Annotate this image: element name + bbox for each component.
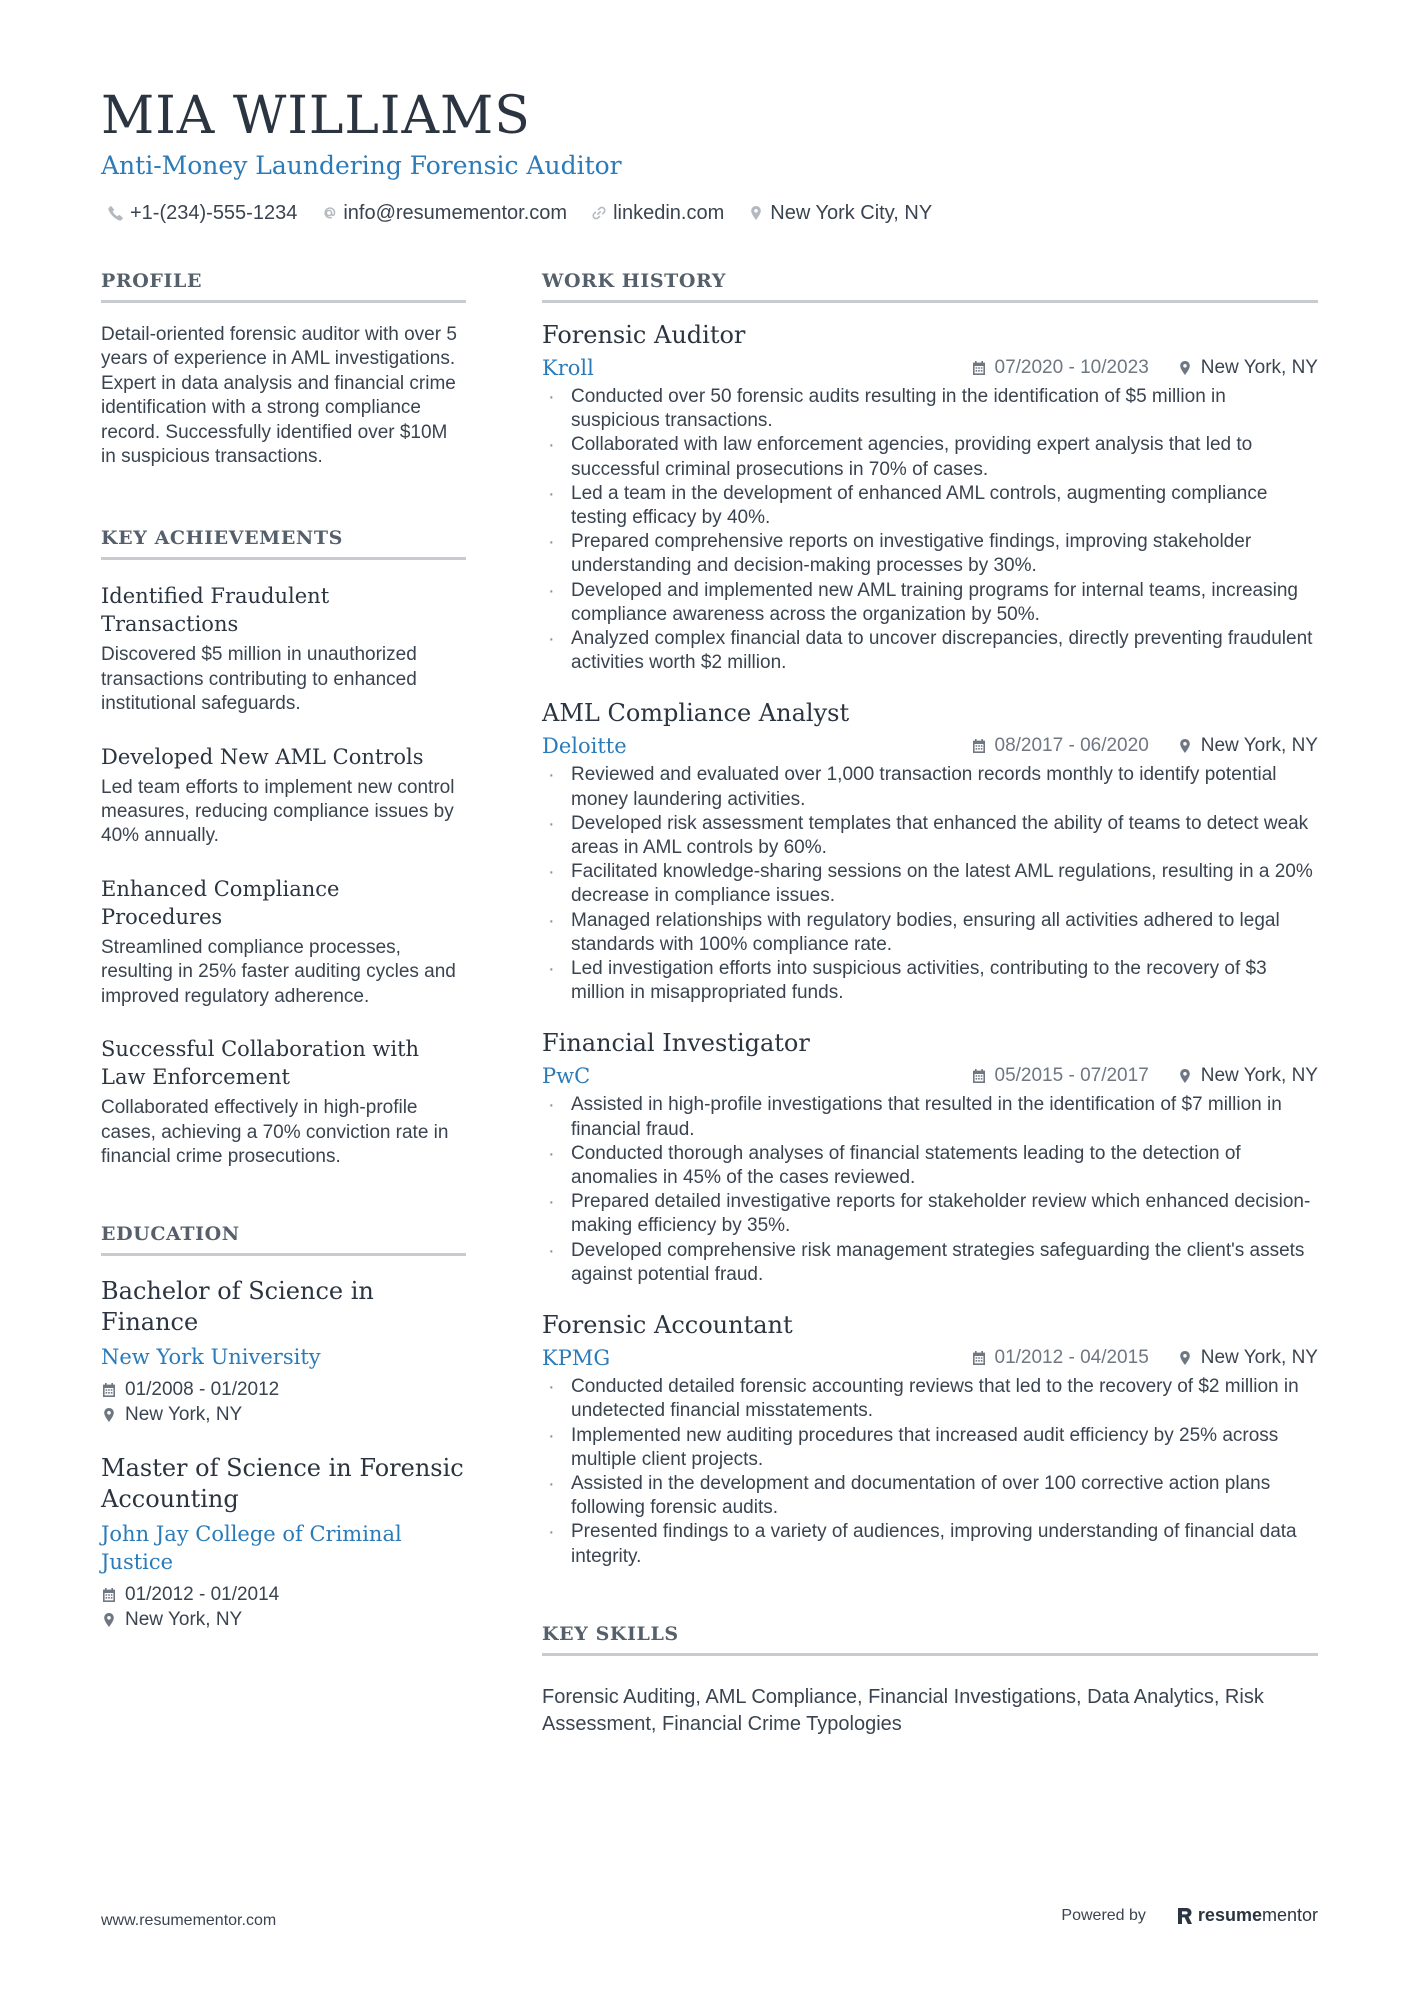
achievements-section bbox=[101, 525, 466, 1169]
job-bullet: · Managed relationships with regulatory bodies, ensuring all activities adhered to legal standards with 100% compliance rate. bbox=[542, 909, 1318, 957]
job-title-headline: Anti-Money Laundering Forensic Auditor bbox=[101, 151, 622, 180]
job-bullet: · Conducted over 50 forensic audits resulting in the identification of $5 million in suspicious transactions. bbox=[542, 385, 1318, 433]
achievement-item bbox=[101, 743, 466, 849]
job-location-text: New York, NY bbox=[1200, 735, 1318, 757]
job-title: Forensic Accountant bbox=[542, 1311, 793, 1340]
resumementor-logo[interactable] bbox=[1176, 1905, 1318, 1926]
location-pin-icon bbox=[101, 1612, 117, 1628]
job-bullets bbox=[542, 1093, 1318, 1287]
profile-text: Detail-oriented forensic auditor with over 5 years of experience in AML investigations. Expert in data analysis and financial crime identification with a strong compliance record. Successfully identified over $10M in suspicious transactions. bbox=[101, 324, 457, 468]
link-icon bbox=[591, 205, 607, 221]
job-meta-row bbox=[542, 732, 1318, 760]
job-meta bbox=[971, 355, 1318, 381]
education-school: New York University bbox=[101, 1345, 321, 1370]
education-item bbox=[101, 1276, 466, 1427]
footer-branding bbox=[1061, 1905, 1318, 1926]
job-location-text: New York, NY bbox=[1200, 1065, 1318, 1087]
job-bullet: · Led investigation efforts into suspicious activities, contributing to the recovery of $3 million in misappropriated funds. bbox=[542, 957, 1318, 1005]
job-bullet: · Collaborated with law enforcement agencies, providing expert analysis that led to successful criminal prosecutions in 70% of cases. bbox=[542, 433, 1318, 481]
job-bullet: · Reviewed and evaluated over 1,000 transaction records monthly to identify potential money laundering activities. bbox=[542, 763, 1318, 811]
education-section bbox=[101, 1221, 466, 1632]
job-bullet: · Implemented new auditing procedures that increased audit efficiency by 25% across multiple client projects. bbox=[542, 1424, 1318, 1472]
job-title: AML Compliance Analyst bbox=[542, 699, 850, 728]
job-meta-row bbox=[542, 1062, 1318, 1090]
education-location bbox=[101, 1402, 466, 1427]
profile-heading: PROFILE bbox=[101, 268, 466, 303]
candidate-name: MIA WILLIAMS bbox=[101, 86, 531, 146]
job-bullet: · Assisted in high-profile investigations that resulted in the identification of $7 million in financial fraud. bbox=[542, 1093, 1318, 1141]
job-title: Forensic Auditor bbox=[542, 321, 746, 349]
job-dates bbox=[971, 733, 1149, 759]
calendar-icon bbox=[101, 1382, 117, 1398]
footer-website-link[interactable]: www.resumementor.com bbox=[101, 1912, 277, 1929]
job-location bbox=[1177, 1063, 1318, 1089]
education-dates-text: 01/2012 - 01/2014 bbox=[125, 1584, 280, 1606]
work-history-heading: WORK HISTORY bbox=[542, 268, 1318, 303]
job-meta-row bbox=[542, 354, 1318, 382]
profile-section bbox=[101, 268, 466, 469]
brand-light: mentor bbox=[1261, 1905, 1318, 1925]
education-location bbox=[101, 1607, 466, 1632]
education-degree: Master of Science in Forensic Accounting bbox=[101, 1454, 464, 1514]
calendar-icon bbox=[971, 738, 987, 754]
job-location bbox=[1177, 733, 1318, 759]
calendar-icon bbox=[101, 1587, 117, 1603]
achievement-desc: Streamlined compliance processes, resulting in 25% faster auditing cycles and improved regulatory adherence. bbox=[101, 936, 456, 1007]
location-pin-icon bbox=[101, 1407, 117, 1423]
job-company: Deloitte bbox=[542, 734, 627, 759]
achievement-desc: Led team efforts to implement new control measures, reducing compliance issues by 40% annually. bbox=[101, 776, 455, 847]
job-bullets bbox=[542, 763, 1318, 1005]
education-dates bbox=[101, 1582, 466, 1607]
achievement-title: Developed New AML Controls bbox=[101, 744, 424, 769]
contact-bar bbox=[108, 199, 956, 227]
skills-text: Forensic Auditing, AML Compliance, Financial Investigations, Data Analytics, Risk Assessment, Financial Crime Typologies bbox=[542, 1685, 1264, 1735]
job-dates-text: 05/2015 - 07/2017 bbox=[994, 1065, 1149, 1087]
job-meta bbox=[971, 733, 1318, 759]
education-location-text: New York, NY bbox=[125, 1404, 243, 1426]
contact-location bbox=[748, 199, 932, 227]
job-location-text: New York, NY bbox=[1200, 357, 1318, 378]
job-location bbox=[1177, 355, 1318, 381]
contact-phone-text: +1-(234)-555-1234 bbox=[130, 202, 298, 224]
achievement-title: Enhanced Compliance Procedures bbox=[101, 876, 340, 929]
powered-by-text: Powered by bbox=[1061, 1906, 1146, 1924]
location-pin-icon bbox=[1177, 1068, 1193, 1084]
job-location-text: New York, NY bbox=[1200, 1347, 1318, 1369]
education-degree: Bachelor of Science in Finance bbox=[101, 1277, 374, 1337]
job-bullet: · Assisted in the development and documentation of over 100 corrective action plans following forensic audits. bbox=[542, 1472, 1318, 1520]
education-heading: EDUCATION bbox=[101, 1221, 466, 1256]
location-pin-icon bbox=[748, 205, 764, 221]
location-pin-icon bbox=[1177, 1350, 1193, 1366]
brand-bold: resume bbox=[1197, 1905, 1262, 1925]
achievement-item bbox=[101, 875, 466, 1009]
job-entry bbox=[542, 1309, 1318, 1569]
at-icon bbox=[321, 205, 337, 221]
job-bullets bbox=[542, 1375, 1318, 1569]
job-entry bbox=[542, 1027, 1318, 1287]
job-meta bbox=[971, 1345, 1318, 1371]
education-dates-text: 01/2008 - 01/2012 bbox=[125, 1379, 280, 1401]
job-bullet: · Developed comprehensive risk management strategies safeguarding the client's assets against potential fraud. bbox=[542, 1239, 1318, 1287]
job-dates bbox=[971, 1063, 1149, 1089]
contact-email[interactable] bbox=[321, 199, 567, 227]
contact-phone[interactable] bbox=[108, 199, 297, 227]
job-bullet: · Analyzed complex financial data to uncover discrepancies, directly preventing fraudulent activities worth $2 million. bbox=[542, 627, 1318, 675]
education-school: John Jay College of Criminal Justice bbox=[101, 1522, 402, 1575]
job-bullet: · Conducted thorough analyses of financial statements leading to the detection of anomalies in 45% of the cases reviewed. bbox=[542, 1142, 1318, 1190]
achievement-desc: Collaborated effectively in high-profile cases, achieving a 70% conviction rate in financial crime prosecutions. bbox=[101, 1097, 449, 1167]
education-dates bbox=[101, 1377, 466, 1402]
left-column bbox=[101, 268, 466, 1632]
job-bullet: · Facilitated knowledge-sharing sessions on the latest AML regulations, resulting in a 20% decrease in compliance issues. bbox=[542, 860, 1318, 908]
job-title: Financial Investigator bbox=[542, 1029, 810, 1058]
job-dates-text: 01/2012 - 04/2015 bbox=[994, 1347, 1149, 1369]
job-dates bbox=[971, 1345, 1149, 1371]
contact-email-text: info@resumementor.com bbox=[343, 202, 568, 224]
achievement-desc: Discovered $5 million in unauthorized transactions contributing to enhanced institutional safeguards. bbox=[101, 644, 417, 715]
job-entry bbox=[542, 319, 1318, 675]
calendar-icon bbox=[971, 1350, 987, 1366]
job-meta-row bbox=[542, 1344, 1318, 1372]
achievement-title: Successful Collaboration with Law Enforcement bbox=[101, 1037, 420, 1090]
achievement-title: Identified Fraudulent Transactions bbox=[101, 584, 330, 637]
job-bullet: · Prepared detailed investigative reports for stakeholder review which enhanced decision-making efficiency by 35%. bbox=[542, 1190, 1318, 1238]
job-company: KPMG bbox=[542, 1346, 611, 1371]
contact-location-text: New York City, NY bbox=[770, 202, 933, 224]
calendar-icon bbox=[971, 360, 987, 376]
job-dates-text: 07/2020 - 10/2023 bbox=[994, 357, 1149, 378]
achievement-item bbox=[101, 1035, 466, 1169]
job-bullet: · Led a team in the development of enhanced AML controls, augmenting compliance testing efficacy by 40%. bbox=[542, 482, 1318, 530]
job-entry bbox=[542, 697, 1318, 1005]
job-bullet: · Conducted detailed forensic accounting reviews that led to the recovery of $2 million in undetected financial misstatements. bbox=[542, 1375, 1318, 1423]
job-bullet: · Developed and implemented new AML training programs for internal teams, increasing compliance awareness across the organization by 50%. bbox=[542, 579, 1318, 627]
job-location bbox=[1177, 1345, 1318, 1371]
phone-icon bbox=[108, 205, 124, 221]
job-bullet: · Presented findings to a variety of audiences, improving understanding of financial data integrity. bbox=[542, 1520, 1318, 1568]
work-history-section bbox=[542, 268, 1318, 1569]
education-location-text: New York, NY bbox=[125, 1609, 243, 1631]
job-bullets bbox=[542, 385, 1318, 675]
achievement-item bbox=[101, 582, 466, 716]
calendar-icon bbox=[971, 1068, 987, 1084]
right-column bbox=[542, 268, 1318, 1738]
job-dates bbox=[971, 355, 1149, 381]
contact-linkedin[interactable] bbox=[591, 199, 724, 227]
job-dates-text: 08/2017 - 06/2020 bbox=[994, 735, 1149, 757]
skills-section bbox=[542, 1621, 1318, 1738]
job-company: Kroll bbox=[542, 356, 594, 380]
job-company: PwC bbox=[542, 1064, 591, 1089]
job-meta bbox=[971, 1063, 1318, 1089]
job-bullet: · Developed risk assessment templates that enhanced the ability of teams to detect weak areas in AML controls by 60%. bbox=[542, 812, 1318, 860]
education-item bbox=[101, 1453, 466, 1632]
job-bullet: · Prepared comprehensive reports on investigative findings, improving stakeholder understanding and decision-making processes by 30%. bbox=[542, 530, 1318, 578]
contact-linkedin-text: linkedin.com bbox=[613, 202, 725, 224]
skills-heading: KEY SKILLS bbox=[542, 1621, 1318, 1656]
achievements-heading: KEY ACHIEVEMENTS bbox=[101, 525, 466, 560]
location-pin-icon bbox=[1177, 738, 1193, 754]
location-pin-icon bbox=[1177, 360, 1193, 376]
resumementor-logo-icon bbox=[1176, 1906, 1194, 1926]
